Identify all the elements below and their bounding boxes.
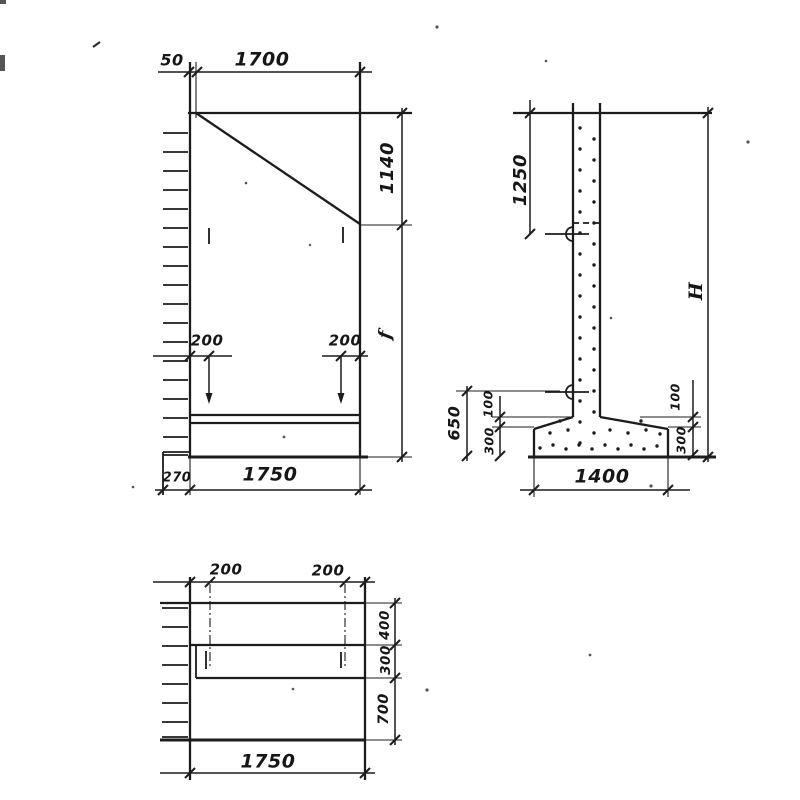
- dim-heel-depth: 700: [376, 693, 392, 725]
- lifting-loop-lower: [545, 385, 589, 399]
- elevation-view: [153, 49, 412, 496]
- dim-overall-height: H: [685, 281, 707, 301]
- dim-left-slab: 300: [481, 427, 497, 455]
- section-view: [445, 100, 717, 497]
- elevation-dim-lines: [153, 72, 412, 490]
- dim-wall-thickness: 300: [378, 645, 394, 675]
- dim-base-width: 1400: [574, 465, 630, 488]
- down-arrow-right: [338, 393, 345, 404]
- dim-toe-width: 270: [162, 470, 192, 486]
- plan-view: [153, 561, 402, 781]
- dim-loop-from-top: 1250: [510, 153, 531, 207]
- dim-base-height: 650: [444, 405, 464, 441]
- dim-top-width: 1700: [234, 48, 290, 71]
- dim-right-slab: 300: [673, 426, 689, 454]
- lifting-loop-upper: [545, 227, 589, 241]
- dim-lower-height: f: [374, 329, 397, 341]
- dim-plan-length: 1750: [240, 750, 296, 773]
- dim-right-haunch: 100: [667, 383, 683, 411]
- down-arrow-left: [206, 393, 213, 404]
- dim-left-haunch: 100: [480, 390, 496, 418]
- dim-plan-left-loop-offset: 200: [209, 560, 243, 579]
- elevation-dim-ticks: [158, 67, 407, 495]
- dim-plan-right-loop-offset: 200: [311, 561, 345, 580]
- dim-front-depth: 400: [377, 610, 393, 640]
- dim-left-loop-offset: 200: [190, 331, 224, 350]
- soil-hatching-plan: [162, 608, 188, 737]
- dim-right-loop-offset: 200: [328, 331, 362, 350]
- dim-bottom-width: 1750: [242, 463, 298, 486]
- concrete-stipple-stem: [578, 126, 595, 444]
- elevation-outline: [163, 62, 412, 495]
- soil-hatching: [163, 133, 188, 455]
- dim-upper-height: 1140: [377, 141, 398, 195]
- dim-top-offset: 50: [160, 50, 184, 70]
